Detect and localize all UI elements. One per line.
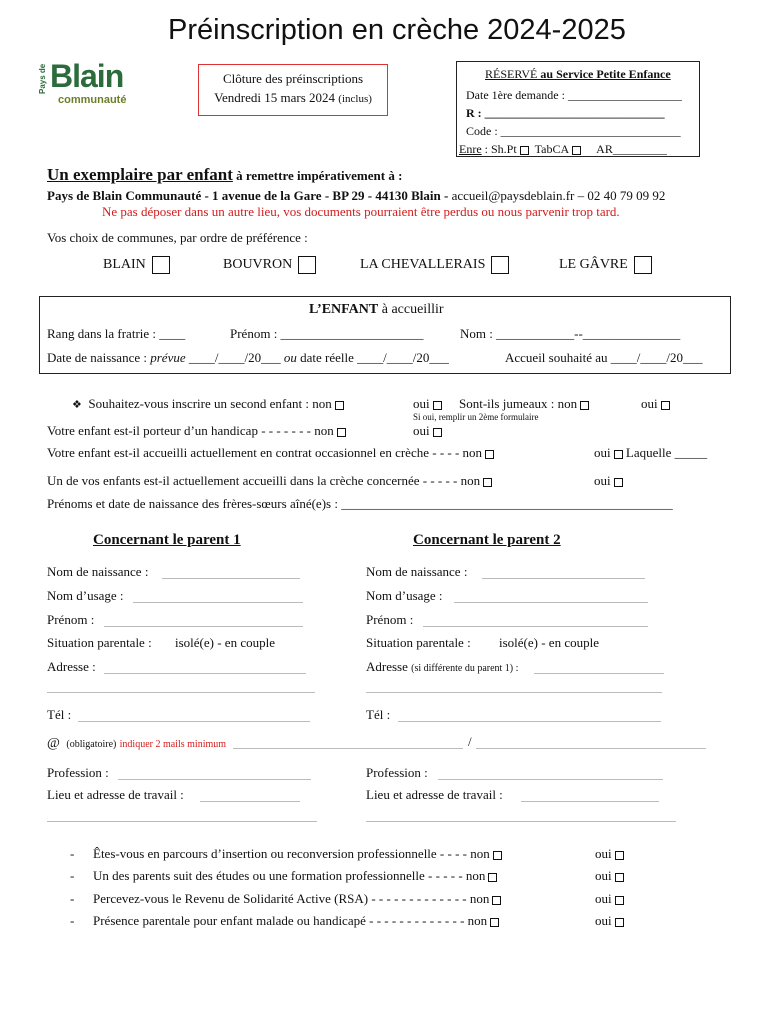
blain-logo	[30, 48, 150, 126]
chevallerais-checkbox[interactable]	[491, 256, 509, 274]
p2-lieu-input2[interactable]	[366, 821, 676, 822]
handicap-oui: oui	[413, 423, 442, 439]
p1-lieu-label: Lieu et adresse de travail :	[47, 787, 184, 802]
shpt-checkbox[interactable]	[520, 146, 529, 155]
enfant-nom-field[interactable]: Nom : ____________--_______________	[460, 326, 681, 341]
bullet-dash: -	[70, 868, 75, 883]
occasionnel-oui-checkbox[interactable]	[614, 450, 623, 459]
etudes-question: Un des parents suit des études ou une formation professionnelle - - - - - non	[93, 868, 497, 884]
commune-bouvron: BOUVRON	[223, 256, 316, 274]
handicap-oui-checkbox[interactable]	[433, 428, 442, 437]
p2-lieu-label: Lieu et adresse de travail :	[366, 787, 503, 802]
occasionnel-oui: oui Laquelle _____	[594, 445, 708, 460]
p1-nom-usage-input[interactable]	[133, 602, 303, 603]
p2-prenom-label: Prénom :	[366, 612, 414, 627]
reserve-heading: RÉSERVÉ au Service Petite Enfance	[485, 67, 671, 81]
etudes-oui-checkbox[interactable]	[615, 873, 624, 882]
cloture-line1: Clôture des préinscriptions	[222, 71, 364, 86]
second-oui-checkbox[interactable]	[433, 401, 442, 410]
p1-tel-label: Tél :	[47, 707, 72, 722]
p1-profession-label: Profession :	[47, 765, 109, 780]
insertion-oui: oui	[595, 846, 624, 862]
presence-question: Présence parentale pour enfant malade ou handicapé - - - - - - - - - - - - - non	[93, 913, 499, 929]
creche-oui-checkbox[interactable]	[614, 478, 623, 487]
etudes-oui: oui	[595, 868, 624, 884]
presence-oui: oui	[595, 913, 624, 929]
creche-question: Un de vos enfants est-il actuellement accueilli dans la crèche concernée - - - - - non	[47, 473, 492, 489]
p1-prenom-input[interactable]	[104, 626, 303, 627]
p2-situation-options[interactable]: isolé(e) - en couple	[499, 635, 599, 650]
p2-nom-usage-input[interactable]	[454, 602, 648, 603]
rsa-question: Percevez-vous le Revenu de Solidarité Active (RSA) - - - - - - - - - - - - - non	[93, 891, 501, 907]
si-oui-note: Si oui, remplir un 2ème formulaire	[413, 412, 539, 422]
p1-nom-naissance-input[interactable]	[162, 578, 300, 579]
logo-pays: Pays de	[38, 63, 47, 94]
handicap-question: Votre enfant est-il porteur d’un handicap - - - - - - - non	[47, 423, 346, 439]
at-icon: @	[47, 736, 60, 751]
p2-nom-naissance-label: Nom de naissance :	[366, 564, 468, 579]
p2-profession-label: Profession :	[366, 765, 428, 780]
rsa-oui-checkbox[interactable]	[615, 896, 624, 905]
p1-lieu-input2[interactable]	[47, 821, 317, 822]
logo-communaute: communauté	[58, 94, 127, 106]
warning-text: Ne pas déposer dans un autre lieu, vos documents pourraient être perdus ou nous parvenir trop tard.	[102, 204, 620, 219]
occasionnel-question: Votre enfant est-il accueilli actuellement en contrat occasionnel en crèche - - - - non	[47, 445, 494, 461]
communes-label: Vos choix de communes, par ordre de préférence :	[47, 230, 308, 245]
parent1-heading: Concernant le parent 1	[93, 532, 241, 548]
bullet-dash: -	[70, 846, 75, 861]
cloture-line2: Vendredi 15 mars 2024 (inclus)	[214, 90, 372, 105]
commune-blain: BLAIN	[103, 256, 170, 274]
gavre-checkbox[interactable]	[634, 256, 652, 274]
p1-situation-label: Situation parentale :	[47, 635, 152, 650]
p2-adresse-input[interactable]	[534, 673, 664, 674]
accueil-souhaite-field[interactable]: Accueil souhaité au ____/____/20___	[505, 350, 703, 365]
insertion-question: Êtes-vous en parcours d’insertion ou reconversion professionnelle - - - - non	[93, 846, 502, 862]
creche-oui: oui	[594, 473, 623, 489]
enfant-prenom-field[interactable]: Prénom : ______________________	[230, 326, 424, 341]
tabca-checkbox[interactable]	[572, 146, 581, 155]
reserve-box	[456, 61, 700, 157]
p1-adresse-input2[interactable]	[47, 692, 315, 693]
enfant-heading: L’ENFANT à accueillir	[309, 302, 444, 317]
p2-prenom-input[interactable]	[423, 626, 648, 627]
p1-adresse-input[interactable]	[104, 673, 306, 674]
insertion-oui-checkbox[interactable]	[615, 851, 624, 860]
second-non-checkbox[interactable]	[335, 401, 344, 410]
rsa-oui: oui	[595, 891, 624, 907]
p2-lieu-input[interactable]	[521, 801, 659, 802]
handicap-non-checkbox[interactable]	[337, 428, 346, 437]
bullet-dash: -	[70, 913, 75, 928]
logo-blain: Blain	[50, 58, 124, 94]
cloture-box	[198, 64, 388, 116]
jumeaux-oui: oui	[641, 396, 670, 412]
reserve-r: R : ______________________________	[466, 106, 665, 120]
jumeaux-oui-checkbox[interactable]	[661, 401, 670, 410]
second-enfant-question: ❖ Souhaitez-vous inscrire un second enfant : non	[72, 396, 344, 412]
occasionnel-non-checkbox[interactable]	[485, 450, 494, 459]
jumeaux-question: Sont-ils jumeaux : non	[459, 396, 589, 412]
p2-nom-usage-label: Nom d’usage :	[366, 588, 443, 603]
reserve-enre: Enre : Sh.Pt TabCA AR_________	[459, 142, 667, 156]
p1-lieu-input[interactable]	[200, 801, 300, 802]
freres-soeurs-field[interactable]: Prénoms et date de naissance des frères-sœurs aîné(e)s : ___________________________________________________	[47, 496, 673, 511]
email2-input[interactable]	[476, 748, 706, 749]
presence-non-checkbox[interactable]	[490, 918, 499, 927]
p2-adresse-input2[interactable]	[366, 692, 662, 693]
etudes-non-checkbox[interactable]	[488, 873, 497, 882]
parent2-heading: Concernant le parent 2	[413, 532, 561, 548]
p1-adresse-label: Adresse :	[47, 659, 96, 674]
jumeaux-non-checkbox[interactable]	[580, 401, 589, 410]
rang-field[interactable]: Rang dans la fratrie : ____	[47, 326, 186, 341]
p2-adresse-label: Adresse (si différente du parent 1) :	[366, 659, 519, 674]
address-line: Pays de Blain Communauté - 1 avenue de la Gare - BP 29 - 44130 Blain - accueil@paysdeblain.fr – 02 40 79 09 92	[47, 188, 666, 203]
p1-tel-input[interactable]	[78, 721, 310, 722]
bullet-dash: -	[70, 891, 75, 906]
p2-profession-input[interactable]	[438, 779, 663, 780]
reserve-code: Code : ______________________________	[466, 124, 681, 138]
bouvron-checkbox[interactable]	[298, 256, 316, 274]
presence-oui-checkbox[interactable]	[615, 918, 624, 927]
exemplaire-line: Un exemplaire par enfant à remettre impérativement à :	[47, 165, 403, 184]
p1-situation-options[interactable]: isolé(e) - en couple	[175, 635, 275, 650]
creche-non-checkbox[interactable]	[483, 478, 492, 487]
p2-situation-label: Situation parentale :	[366, 635, 471, 650]
p1-nom-usage-label: Nom d’usage :	[47, 588, 124, 603]
blain-checkbox[interactable]	[152, 256, 170, 274]
p2-nom-naissance-input[interactable]	[482, 578, 645, 579]
p1-nom-naissance-label: Nom de naissance :	[47, 564, 149, 579]
date-naissance-field[interactable]: Date de naissance : prévue ____/____/20___ ou date réelle ____/____/20___	[47, 350, 449, 365]
email1-input[interactable]	[233, 748, 463, 749]
p2-tel-label: Tél :	[366, 707, 391, 722]
p1-prenom-label: Prénom :	[47, 612, 95, 627]
p2-tel-input[interactable]	[398, 721, 661, 722]
page-title: Préinscription en crèche 2024-2025	[168, 14, 626, 46]
commune-gavre: LE GÂVRE	[559, 256, 652, 274]
reserve-date: Date 1ère demande : ___________________	[466, 88, 682, 102]
insertion-non-checkbox[interactable]	[493, 851, 502, 860]
rsa-non-checkbox[interactable]	[492, 896, 501, 905]
commune-chevallerais: LA CHEVALLERAIS	[360, 256, 509, 274]
second-oui: oui	[413, 396, 442, 412]
email-separator: /	[468, 734, 472, 749]
p1-profession-input[interactable]	[118, 779, 311, 780]
email-label: @ (obligatoire) indiquer 2 mails minimum	[47, 736, 227, 751]
